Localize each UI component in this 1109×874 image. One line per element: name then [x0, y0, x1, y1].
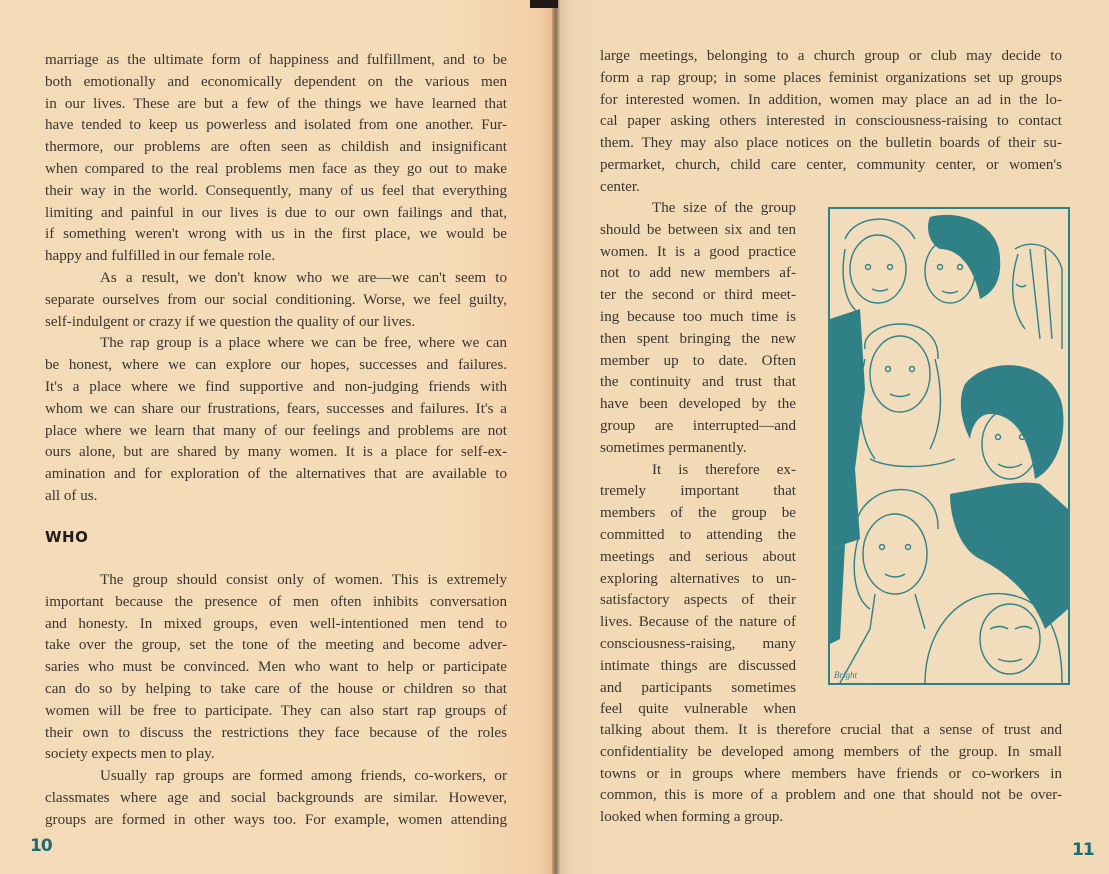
text-line: cal paper asking others interested in consciousness-raising to contact — [600, 113, 1062, 130]
page-number-right: 11 — [1072, 840, 1094, 860]
text-line: group are interrupted—and — [600, 417, 796, 434]
text-line: then spent bringing the new — [600, 330, 796, 347]
text-line: talking about them. It is therefore crucial that a sense of trust and — [600, 722, 1062, 738]
text-line: in our lives. These are but a few of the things we have learned that — [45, 95, 507, 112]
text-line: all of us. — [45, 487, 98, 504]
text-line: their way in the world. Consequently, many of us feel that everything — [45, 182, 507, 199]
text-line: take over the group, set the tone of the meeting and become adver- — [45, 637, 507, 654]
text-line: intimate things are discussed — [600, 657, 796, 674]
text-line: self-indulgent or crazy if we question the quality of our lives. — [45, 313, 416, 330]
text-line: center. — [600, 178, 640, 195]
text-line: meetings and serious about — [600, 548, 796, 565]
text-line: It is therefore ex- — [652, 461, 796, 478]
text-line: not to add new members af- — [600, 265, 796, 282]
text-line: As a result, we don't know who we are—we can't seem to — [100, 269, 507, 286]
left-para-4 — [45, 570, 507, 832]
text-line: have tended to keep us powerless and isolated from one another. Fur- — [45, 117, 507, 134]
text-line: thermore, our problems are often seen as childish and insignificant — [45, 139, 507, 156]
text-line: feel quite vulnerable when — [600, 701, 796, 718]
text-line: when compared to the real problems men face as they go out to make — [45, 160, 507, 177]
text-line: ter the second or third meet- — [600, 287, 796, 304]
text-line: consciousness-raising, many — [600, 635, 796, 652]
text-line: and honesty. In mixed groups, even well-intentioned men tend to — [45, 615, 507, 632]
text-line: tremely important that — [600, 483, 796, 500]
text-line: ours alone, but are shared by many women. It is a place for self-ex- — [45, 444, 507, 461]
text-line: large meetings, belonging to a church group or club may decide to — [600, 48, 1062, 64]
text-line: have been developed by the — [600, 396, 796, 413]
illustrator-signature: Bright — [834, 670, 858, 680]
right-para-1 — [600, 46, 1062, 199]
text-line: limiting and painful in our lives is due to our own failings and that, — [45, 204, 507, 221]
text-line: form a rap group; in some places feminist organizations set up groups — [600, 69, 1062, 86]
text-line: should be between six and ten — [600, 221, 796, 238]
text-line: whom we can share our frustrations, fears, successes and failures. It's a — [45, 400, 507, 417]
text-line: exploring alternatives to un- — [600, 570, 796, 587]
text-line: lives. Because of the nature of — [600, 614, 796, 631]
text-line: their own to discuss the restrictions they face because of the roles — [45, 724, 507, 741]
text-line: towns or in groups where members have friends or co-workers in — [600, 765, 1062, 782]
text-line: saries who must be convinced. Men who want to help or participate — [45, 659, 507, 676]
text-line: both emotionally and economically dependent on the various men — [45, 73, 507, 90]
text-line: the continuity and trust that — [600, 374, 796, 391]
text-line: for interested women. In addition, women may place an ad in the lo- — [600, 91, 1062, 108]
text-line: The group should consist only of women. This is extremely — [100, 572, 507, 588]
text-line: women. It is a good practice — [600, 243, 796, 260]
page-number-left: 10 — [30, 836, 52, 856]
text-line: It's a place where we find supportive and non-judging friends with — [45, 378, 507, 395]
text-line: ing because too much time is — [600, 308, 796, 325]
text-line: marriage as the ultimate form of happiness and fulfillment, and to be — [45, 52, 507, 68]
text-line: confidentiality be developed among members of the group. In small — [600, 743, 1062, 760]
text-line: them. They may also place notices on the bulletin boards of their su- — [600, 135, 1062, 152]
text-line: amination and for exploration of the alternatives that are available to — [45, 466, 507, 483]
text-line: important because the presence of men often inhibits conversation — [45, 593, 507, 610]
right-para-3-continued — [600, 720, 1062, 829]
text-line: separate ourselves from our social conditioning. Worse, we feel guilty, — [45, 291, 507, 308]
section-heading-who: WHO — [45, 528, 89, 546]
text-line: place where we learn that many of our feelings and problems are not — [45, 422, 507, 439]
text-line: classmates where age and social backgrounds are similar. However, — [45, 789, 507, 806]
text-line: The rap group is a place where we can be free, where we can — [100, 335, 507, 352]
text-line: society expects men to play. — [45, 746, 215, 763]
text-line: women will be free to participate. They can also start rap groups of — [45, 702, 507, 719]
text-line: happy and fulfilled in our female role. — [45, 248, 276, 265]
text-line: looked when forming a group. — [600, 809, 784, 826]
text-line: members of the group be — [600, 505, 796, 522]
text-line: permarket, church, child care center, community center, or women's — [600, 156, 1062, 173]
left-para-1 — [45, 50, 507, 508]
spine-top-edge — [530, 0, 558, 8]
text-line: Usually rap groups are formed among friends, co-workers, or — [100, 768, 507, 785]
book-spine — [552, 0, 560, 874]
text-line: can do so by helping to take care of the house or children so that — [45, 680, 507, 697]
text-line: satisfactory aspects of their — [600, 592, 796, 609]
text-line: be honest, where we can explore our hopes, successes and failures. — [45, 357, 507, 374]
text-line: if something weren't wrong with us in the first place, we would be — [45, 226, 507, 243]
text-line: member up to date. Often — [600, 352, 796, 369]
text-line: committed to attending the — [600, 526, 796, 543]
text-line: common, this is more of a problem and one that should not be over- — [600, 787, 1062, 804]
text-line: The size of the group — [652, 200, 796, 216]
right-para-2 — [600, 198, 796, 721]
illustration-drawing — [830, 209, 1068, 683]
women-faces-illustration — [828, 207, 1070, 685]
text-line: groups are formed in other ways too. For example, women attending — [45, 811, 507, 828]
text-line: and participants sometimes — [600, 679, 796, 696]
text-line: sometimes permanently. — [600, 439, 747, 456]
